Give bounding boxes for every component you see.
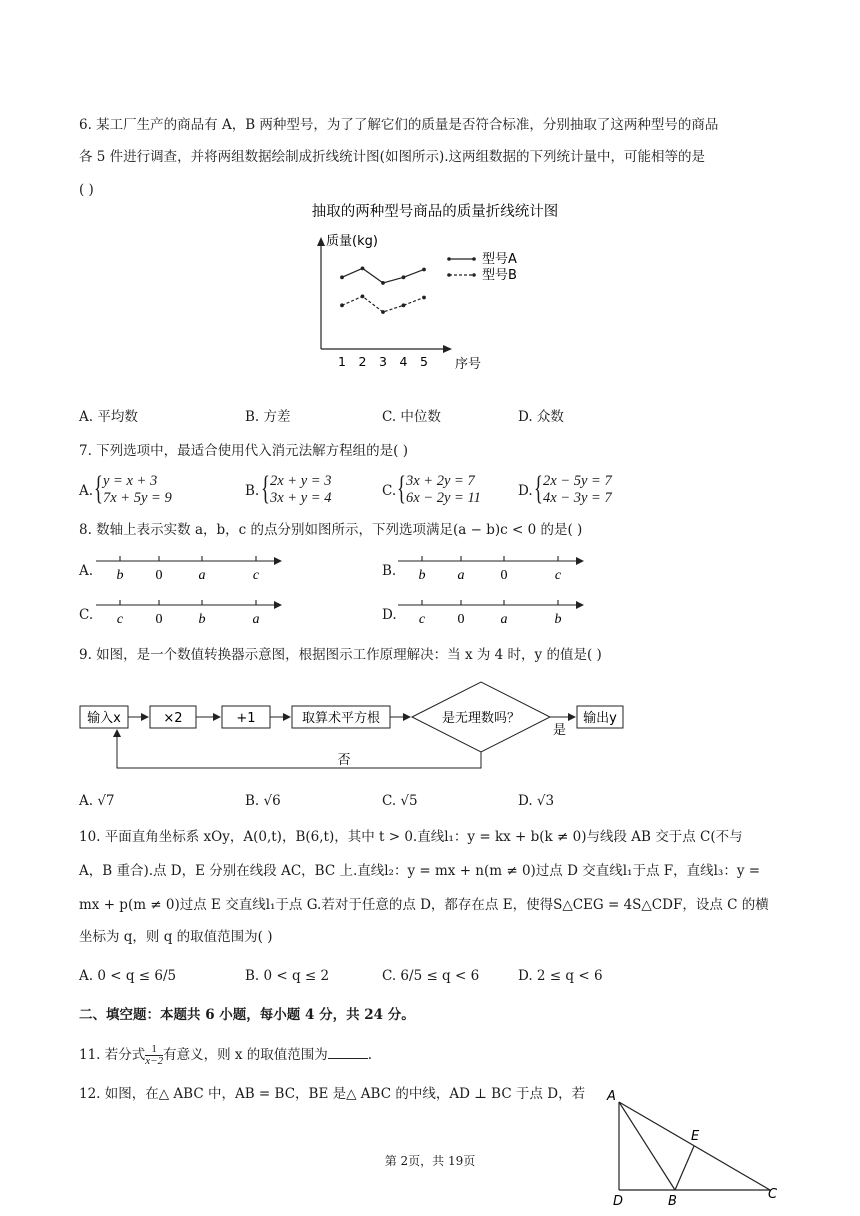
q11-end: . (367, 1047, 373, 1063)
q12-triangle-figure (604, 1086, 794, 1206)
q7-option-a-label: A. (79, 483, 94, 499)
q8-option-d-number-line (398, 596, 588, 630)
q7-b-eq1: 2x + y = 3 (270, 473, 332, 489)
yes-label: 是 (553, 723, 567, 738)
legend-b-dot (447, 273, 451, 277)
data-point (340, 275, 344, 279)
x-tick-label: 3 (379, 354, 387, 369)
tick-label: c (252, 568, 260, 583)
q7-a-eq2: 7x + 5y = 9 (103, 490, 172, 506)
q7-option-b-label: B. (245, 483, 260, 499)
tick-label: 0 (457, 612, 465, 627)
label-a: A (607, 1089, 616, 1104)
q11-denominator: x−2 (145, 1055, 164, 1067)
label-d: D (613, 1194, 624, 1206)
box-times2-label: ×2 (163, 711, 183, 726)
brace: { (397, 470, 406, 507)
q8-option-b-label: B. (382, 563, 397, 579)
data-point (422, 296, 426, 300)
brace: { (261, 470, 270, 507)
q10-option-a: A. 0 < q ≤ 6/5 (79, 968, 177, 984)
label-e: E (691, 1129, 700, 1144)
q6-option-b: B. 方差 (245, 409, 291, 425)
axis-arrow (274, 601, 282, 609)
x-tick-label: 2 (358, 354, 367, 369)
q11-post: 有意义，则 x 的取值范围为 (163, 1047, 328, 1063)
data-point (361, 294, 365, 298)
q7-option-b-system (261, 470, 332, 507)
tick-label: 0 (155, 568, 163, 583)
q7-option-c-label: C. (382, 483, 397, 499)
q8-stem: 8. 数轴上表示实数 a，b，c 的点分别如图所示，下列选项满足(a − b)c < 0 的是( ) (79, 522, 583, 538)
q8-option-a-label: A. (79, 563, 94, 579)
q11-fraction (145, 1044, 163, 1067)
diamond-label: 是无理数吗？ (441, 711, 521, 726)
chart-title: 抽取的两种型号商品的质量折线统计图 (311, 204, 559, 220)
data-point (381, 281, 385, 285)
x-tick-label: 4 (399, 354, 408, 369)
tick-label: a (198, 568, 206, 583)
q11-numerator: 1 (145, 1044, 163, 1056)
q7-option-a-system (94, 470, 172, 507)
q10-line4: 坐标为 q，则 q 的取值范围为( ) (79, 929, 273, 945)
q8-option-a-number-line (96, 552, 286, 586)
q8-option-d-label: D. (382, 607, 397, 623)
box-plus1-label: +1 (236, 711, 256, 726)
data-point (402, 303, 406, 307)
data-point (422, 268, 426, 272)
tick-label: c (116, 612, 124, 627)
q6-option-c: C. 中位数 (382, 409, 441, 425)
q10-line3: mx + p(m ≠ 0)过点 E 交直线l₁于点 G.若对于任意的点 D，都存在点 E，使得S△CEG = 4S△CDF，设点 C 的横 (79, 897, 769, 913)
x-tick-label: 1 (338, 354, 346, 369)
x-axis-label: 序号 (455, 357, 482, 372)
q7-c-eq2: 6x − 2y = 11 (406, 490, 481, 506)
q7-stem: 7. 下列选项中，最适合使用代入消元法解方程组的是( ) (79, 443, 408, 459)
tick-label: b (198, 612, 206, 627)
axis-arrow (576, 557, 584, 565)
series-line (342, 268, 424, 283)
y-axis-label: 质量(kg) (326, 234, 378, 249)
q10-option-b: B. 0 < q ≤ 2 (245, 968, 330, 984)
q10-option-c: C. 6/5 ≤ q < 6 (382, 968, 480, 984)
q7-c-eq1: 3x + 2y = 7 (406, 473, 475, 489)
loop-back-arrow (117, 730, 481, 768)
q6-line1: 6. 某工厂生产的商品有 A，B 两种型号，为了了解它们的质量是否符合标准，分别抽取了这两种型号的商品 (79, 117, 719, 133)
q6-line2: 各 5 件进行调查，并将两组数据绘制成折线统计图(如图所示).这两组数据的下列统计量中，可能相等的是 (79, 149, 705, 165)
series-b-line (340, 294, 426, 313)
box-input-label: 输入x (87, 711, 121, 726)
q8-option-c-number-line (96, 596, 286, 630)
segment-ac (619, 1102, 770, 1190)
q8-option-b-number-line (398, 552, 588, 586)
q6-option-a: A. 平均数 (79, 409, 138, 425)
page-footer: 第 2页，共 19页 (384, 1154, 476, 1168)
tick-label: c (418, 612, 426, 627)
data-point (361, 266, 365, 270)
legend-a-dot (472, 257, 476, 261)
series-line (342, 296, 424, 312)
q11-pre: 11. 若分式 (79, 1047, 146, 1063)
q7-d-eq1: 2x − 5y = 7 (543, 473, 612, 489)
tick-label: 0 (155, 612, 163, 627)
q11-answer-blank[interactable] (328, 1045, 368, 1059)
q11-line (79, 1044, 372, 1067)
no-label: 否 (337, 753, 351, 768)
tick-label: a (500, 612, 508, 627)
label-b: B (668, 1194, 677, 1206)
q6-line-chart (280, 196, 590, 382)
q10-line2: A，B 重合).点 D，E 分别在线段 AC，BC 上.直线l₂：y = mx + n(m ≠ 0)过点 D 交直线l₁于点 F，直线l₃：y = (79, 863, 761, 879)
x-tick-labels (338, 354, 428, 369)
legend-a-label: 型号A (482, 252, 517, 267)
series-a-line (340, 266, 426, 284)
q9-option-a: A. √7 (79, 793, 115, 809)
label-c: C (768, 1187, 778, 1202)
data-point (340, 303, 344, 307)
tick-label: c (554, 568, 562, 583)
q10-line1: 10. 平面直角坐标系 xOy，A(0,t)，B(6,t)，其中 t > 0.直线l₁：y = kx + b(k ≠ 0)与线段 AB 交于点 C(不与 (79, 829, 743, 845)
q7-d-eq2: 4x − 3y = 7 (543, 490, 612, 506)
axis-arrow (576, 601, 584, 609)
q6-line3: ( ) (79, 182, 94, 198)
tick-label: a (252, 612, 260, 627)
legend-a-dot (447, 257, 451, 261)
q9-option-c: C. √5 (382, 793, 418, 809)
tick-label: b (418, 568, 426, 583)
x-tick-label: 5 (420, 354, 428, 369)
q9-option-d: D. √3 (518, 793, 555, 809)
q10-option-d: D. 2 ≤ q < 6 (518, 968, 603, 984)
q9-option-b: B. √6 (245, 793, 281, 809)
q7-b-eq2: 3x + y = 4 (270, 490, 332, 506)
tick-label: b (116, 568, 124, 583)
brace: { (534, 470, 543, 507)
box-output-label: 输出y (583, 711, 617, 726)
q9-stem: 9. 如图，是一个数值转换器示意图，根据图示工作原理解决：当 x 为 4 时，y 的值是( ) (79, 647, 602, 663)
legend-b-label: 型号B (482, 268, 517, 283)
q7-option-d-label: D. (518, 483, 533, 499)
tick-label: a (457, 568, 465, 583)
section-heading: 二、填空题：本题共 6 小题，每小题 4 分，共 24 分。 (79, 1007, 415, 1023)
segment-ab (619, 1102, 675, 1190)
q8-option-c-label: C. (79, 607, 94, 623)
data-point (402, 275, 406, 279)
q9-flowchart (78, 676, 638, 776)
brace: { (94, 470, 103, 507)
box-sqrt-label: 取算术平方根 (301, 711, 381, 726)
tick-label: 0 (500, 568, 508, 583)
legend-b-dot (472, 273, 476, 277)
y-axis-arrow (317, 237, 325, 246)
q7-a-eq1: y = x + 3 (103, 473, 158, 489)
q12-stem: 12. 如图，在△ ABC 中，AB = BC，BE 是△ ABC 的中线，AD ⊥ BC 于点 D，若 (79, 1086, 586, 1102)
q7-option-c-system (397, 470, 481, 507)
q7-option-d-system (534, 470, 612, 507)
x-axis-arrow (443, 345, 452, 353)
q6-option-d: D. 众数 (518, 409, 564, 425)
tick-label: b (554, 612, 562, 627)
axis-arrow (274, 557, 282, 565)
data-point (381, 310, 385, 314)
